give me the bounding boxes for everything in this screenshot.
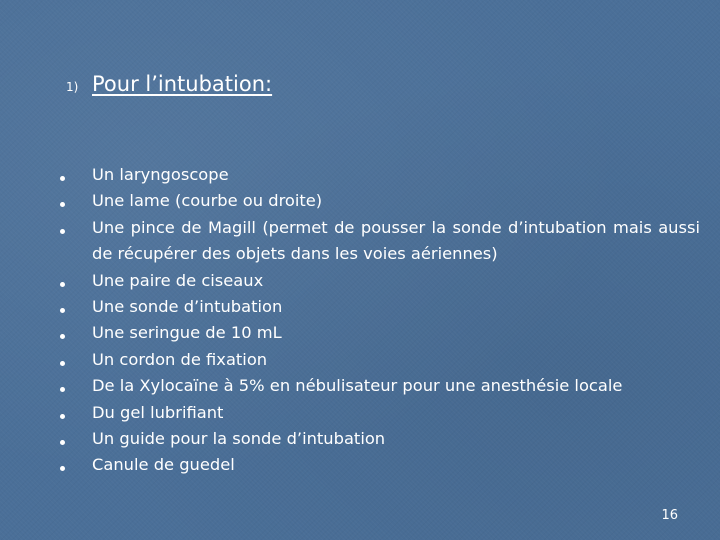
bullet-dot-icon <box>60 162 92 188</box>
list-item <box>60 452 700 478</box>
bullet-dot-icon <box>60 400 92 426</box>
list-item-text: Une lame (courbe ou droite) <box>92 191 323 211</box>
list-item-text: Canule de guedel <box>92 455 235 475</box>
list-item-text: Un guide pour la sonde d’intubation <box>92 429 386 449</box>
bullet-dot-icon <box>60 294 92 320</box>
list-item <box>60 162 700 188</box>
list-item-text: Une sonde d’intubation <box>92 297 283 317</box>
bullet-dot-icon <box>60 347 92 373</box>
list-item <box>60 400 700 426</box>
list-item <box>60 188 700 214</box>
list-item <box>60 268 700 294</box>
bullet-dot-icon <box>60 452 92 478</box>
list-item <box>60 215 700 268</box>
bullet-dot-icon <box>60 268 92 294</box>
list-item-text: Une pince de Magill (permet de pousser la sonde d’intubation mais aussi de récupérer des objets dans les voies aériennes) <box>92 217 700 264</box>
page-number: 16 <box>661 508 678 523</box>
list-item-text: Une paire de ciseaux <box>92 270 264 290</box>
title-number: 1) <box>66 80 79 94</box>
bullet-dot-icon <box>60 320 92 346</box>
list-item-text: Un cordon de fixation <box>92 349 268 369</box>
slide-title: Pour l’intubation: <box>92 72 273 96</box>
list-item <box>60 426 700 452</box>
slide-title-row <box>66 72 272 96</box>
list-item <box>60 294 700 320</box>
bullet-dot-icon <box>60 215 92 241</box>
bullet-list <box>60 162 700 479</box>
list-item-text: Une seringue de 10 mL <box>92 323 282 343</box>
list-item-text: De la Xylocaïne à 5% en nébulisateur pour une anesthésie locale <box>92 376 623 396</box>
list-item <box>60 320 700 346</box>
bullet-dot-icon <box>60 426 92 452</box>
bullet-dot-icon <box>60 373 92 399</box>
list-item <box>60 347 700 373</box>
list-item-text: Du gel lubrifiant <box>92 402 224 422</box>
list-item-text: Un laryngoscope <box>92 165 229 184</box>
bullet-dot-icon <box>60 188 92 214</box>
list-item <box>60 373 700 399</box>
